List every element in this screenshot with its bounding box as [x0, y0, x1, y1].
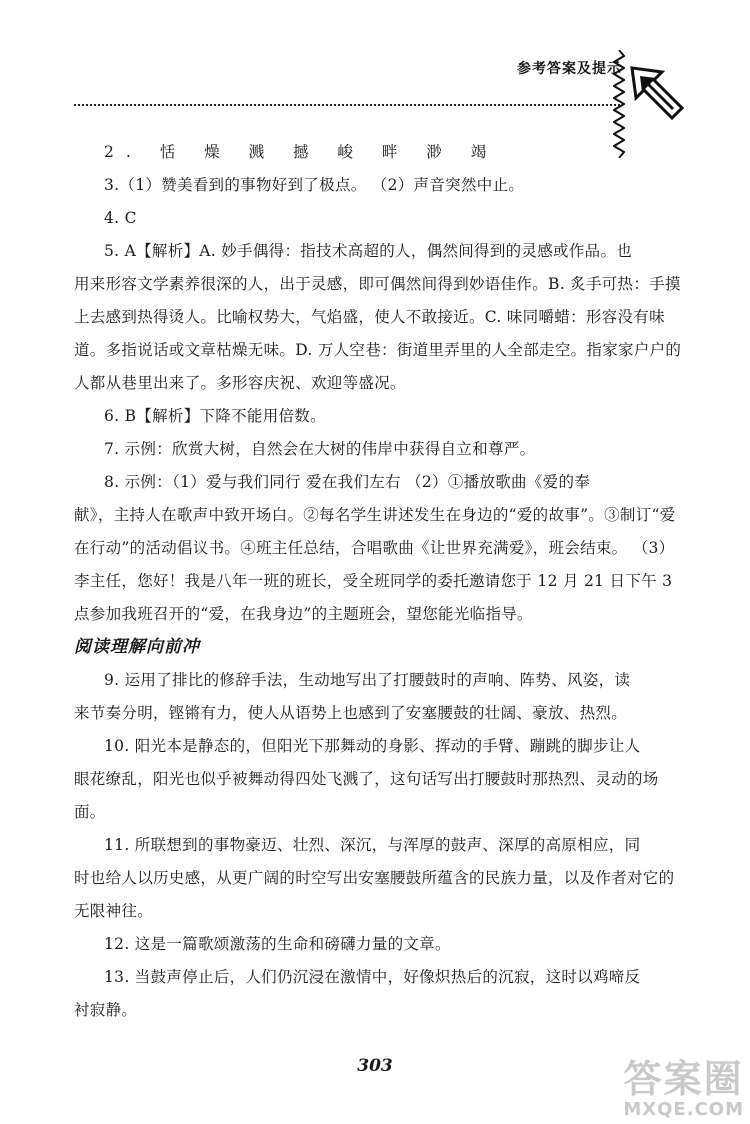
watermark-logo-text: 答案圈 [623, 1057, 744, 1101]
answer-content [74, 136, 690, 1027]
reading-answer-continuation: 衬寂静。 [74, 1001, 138, 1019]
answer-item: 4. C [104, 209, 137, 227]
answer-item-continuation: 用来形容文学素养很深的人，出于灵感，即可偶然间得到妙语佳作。B. 炙手可热：手摸上去感到热得烫人。比喻权势大，气焰盛，使人不敢接近。C. 味同嚼蜡：形容没有味道。多指说话或文章枯燥无味。D. 万人空巷：街道里弄里的人全部走空。指家家户户的人都从巷里出来了。多形容庆祝、欢迎等盛况。 [74, 275, 682, 392]
answer-item-continuation: 献》，主持人在歌声中致开场白。②每名学生讲述发生在身边的“爱的故事”。③制订“爱在行动”的活动倡议书。④班主任总结，合唱歌曲《让世界充满爱》，班会结束。 （3）李主任，您好！我是八年一班的班长，受全班同学的委托邀请您于 12 月 21 日下午 3 点参加我班召开的“爱，在我身边”的主题班会，望您能光临指导。 [74, 506, 676, 623]
page-number: 303 [357, 1056, 393, 1076]
reading-answer: 11. 所联想到的事物豪迈、壮烈、深沉，与浑厚的鼓声、深厚的高原相应，同 [104, 836, 641, 854]
answer-item: 3.（1）赞美看到的事物好到了极点。 （2）声音突然中止。 [104, 176, 525, 194]
answer-item: 5. A【解析】A. 妙手偶得：指技术高超的人，偶然间得到的灵感或作品。也 [104, 242, 633, 260]
reading-answer: 13. 当鼓声停止后，人们仍沉浸在激情中，好像炽热后的沉寂，这时以鸡啼反 [104, 968, 641, 986]
reading-answer-continuation: 眼花缭乱，阳光也似乎被舞动得四处飞溅了，这句话写出打腰鼓时那热烈、灵动的场面。 [74, 770, 659, 821]
reading-answer: 9. 运用了排比的修辞手法，生动地写出了打腰鼓时的声响、阵势、风姿，读 [104, 671, 631, 689]
reading-answer: 10. 阳光本是静态的，但阳光下那舞动的身影、挥动的手臂、蹦跳的脚步让人 [104, 737, 641, 755]
header-title: 参考答案及提示 [517, 61, 622, 77]
answer-item: 7. 示例：欣赏大树，自然会在大树的伟岸中获得自立和尊严。 [104, 440, 536, 458]
arrow-icon [628, 64, 686, 122]
watermark-logo [623, 1059, 744, 1120]
answer-item: 2. 恬 燥 溅 撼 峻 畔 渺 竭 [104, 143, 499, 161]
reading-answer-continuation: 时也给人以历史感，从更广阔的时空写出安塞腰鼓所蕴含的民族力量，以及作者对它的无限神往。 [74, 869, 675, 920]
header-divider [74, 104, 620, 106]
reading-answer: 12. 这是一篇歌颂激荡的生命和磅礴力量的文章。 [104, 935, 451, 953]
watermark-url: MXQE.COM [623, 1099, 744, 1120]
answer-item: 6. B【解析】下降不能用倍数。 [104, 407, 326, 425]
section-heading: 阅读理解向前冲 [74, 637, 200, 657]
reading-answer-continuation: 来节奏分明，铿锵有力，使人从语势上也感到了安塞腰鼓的壮阔、豪放、热烈。 [74, 704, 628, 722]
answer-item: 8. 示例：（1）爱与我们同行 爱在我们左右 （2）①播放歌曲《爱的奉 [104, 473, 591, 491]
